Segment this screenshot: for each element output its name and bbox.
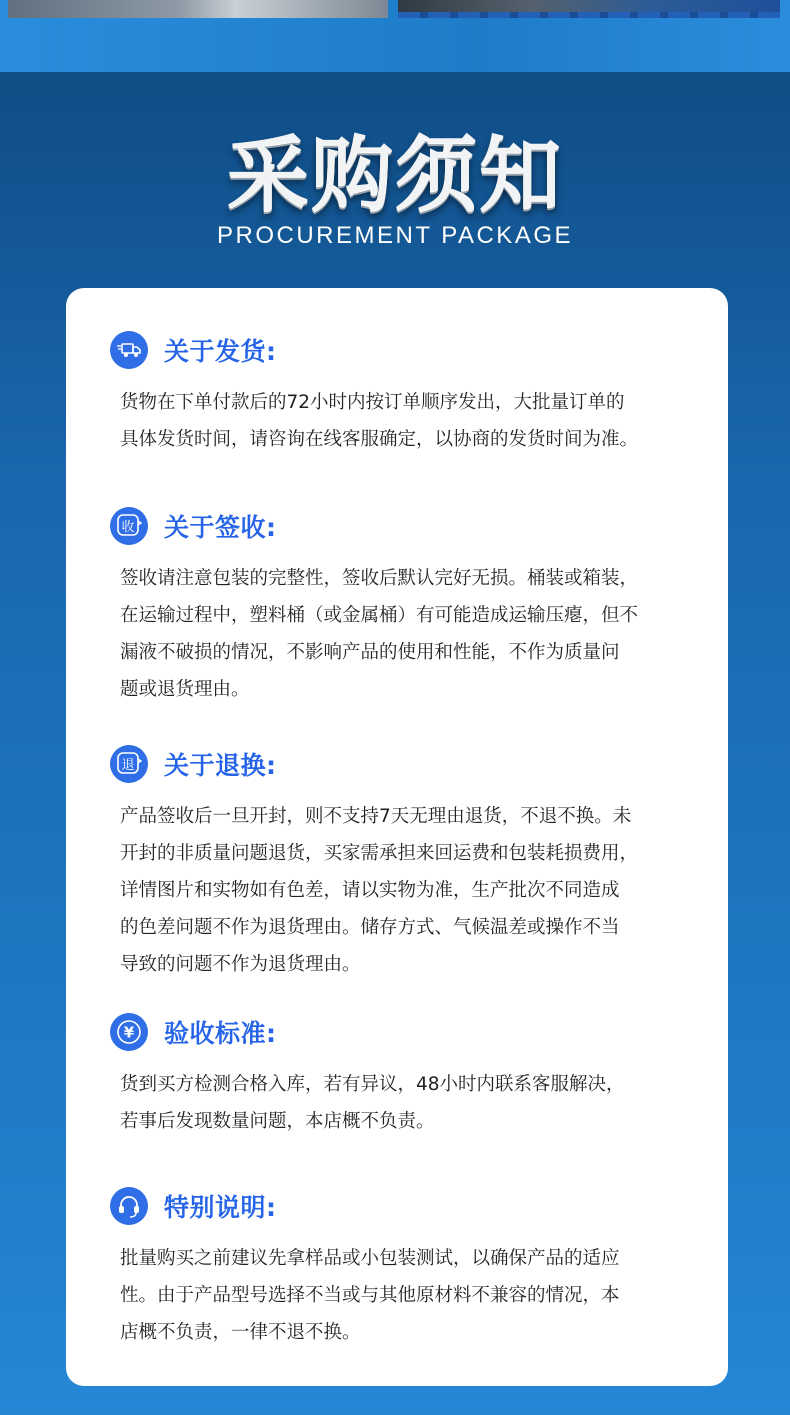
text-line: 开封的非质量问题退货，买家需承担来回运费和包装耗损费用， bbox=[120, 843, 639, 864]
section-header bbox=[110, 330, 277, 370]
section-text bbox=[120, 1066, 720, 1140]
text-line: 漏液不破损的情况，不影响产品的使用和性能，不作为质量问 bbox=[120, 642, 620, 663]
section-header bbox=[110, 1012, 277, 1052]
return-icon-glyph: 退 bbox=[121, 758, 135, 773]
text-line: 的色差问题不作为退货理由。储存方式、气候温差或操作不当 bbox=[120, 917, 620, 938]
yen-icon-glyph: ¥ bbox=[123, 1023, 135, 1042]
text-line: 若事后发现数量问题，本店概不负责。 bbox=[120, 1111, 435, 1132]
text-line: 货到买方检测合格入库，若有异议，48小时内联系客服解决， bbox=[120, 1074, 625, 1095]
text-line: 店概不负责，一律不退不换。 bbox=[120, 1322, 361, 1343]
page-subtitle: PROCUREMENT PACKAGE bbox=[217, 222, 573, 249]
text-line: 在运输过程中，塑料桶（或金属桶）有可能造成运输压瘪，但不 bbox=[120, 605, 639, 626]
receive-icon bbox=[110, 507, 148, 545]
section-title: 验收标准: bbox=[164, 1019, 277, 1048]
text-line: 产品签收后一旦开封，则不支持7天无理由退货，不退不换。未 bbox=[120, 806, 632, 827]
section-text bbox=[120, 1240, 720, 1351]
text-line: 货物在下单付款后的72小时内按订单顺序发出，大批量订单的 bbox=[120, 392, 625, 413]
text-line: 具体发货时间，请咨询在线客服确定，以协商的发货时间为准。 bbox=[120, 429, 639, 450]
text-line: 导致的问题不作为退货理由。 bbox=[120, 954, 361, 975]
section-title: 特别说明: bbox=[164, 1193, 277, 1222]
text-line: 性。由于产品型号选择不当或与其他原材料不兼容的情况，本 bbox=[120, 1285, 620, 1306]
section-title: 关于发货: bbox=[164, 337, 277, 366]
receive-icon-glyph: 收 bbox=[121, 520, 135, 535]
section-text bbox=[120, 798, 720, 983]
top-band bbox=[0, 0, 790, 72]
text-line: 详情图片和实物如有色差，请以实物为准，生产批次不同造成 bbox=[120, 880, 620, 901]
product-photo-right bbox=[398, 0, 780, 18]
text-line: 批量购买之前建议先拿样品或小包装测试，以确保产品的适应 bbox=[120, 1248, 620, 1269]
section-header bbox=[110, 1186, 277, 1226]
yen-icon bbox=[110, 1013, 148, 1051]
section-title: 关于签收: bbox=[164, 513, 277, 542]
text-line: 签收请注意包装的完整性，签收后默认完好无损。桶装或箱装， bbox=[120, 568, 639, 589]
section-title: 关于退换: bbox=[164, 751, 277, 780]
section-text bbox=[120, 384, 720, 458]
delivery-truck-icon bbox=[110, 331, 148, 369]
page-title: 采购须知 bbox=[226, 128, 563, 223]
section-header bbox=[110, 506, 277, 546]
notice-card bbox=[66, 288, 728, 1386]
text-line: 题或退货理由。 bbox=[120, 679, 250, 700]
headset-icon bbox=[110, 1187, 148, 1225]
product-photo-left bbox=[8, 0, 388, 18]
section-header bbox=[110, 744, 277, 784]
section-text bbox=[120, 560, 720, 708]
return-icon bbox=[110, 745, 148, 783]
